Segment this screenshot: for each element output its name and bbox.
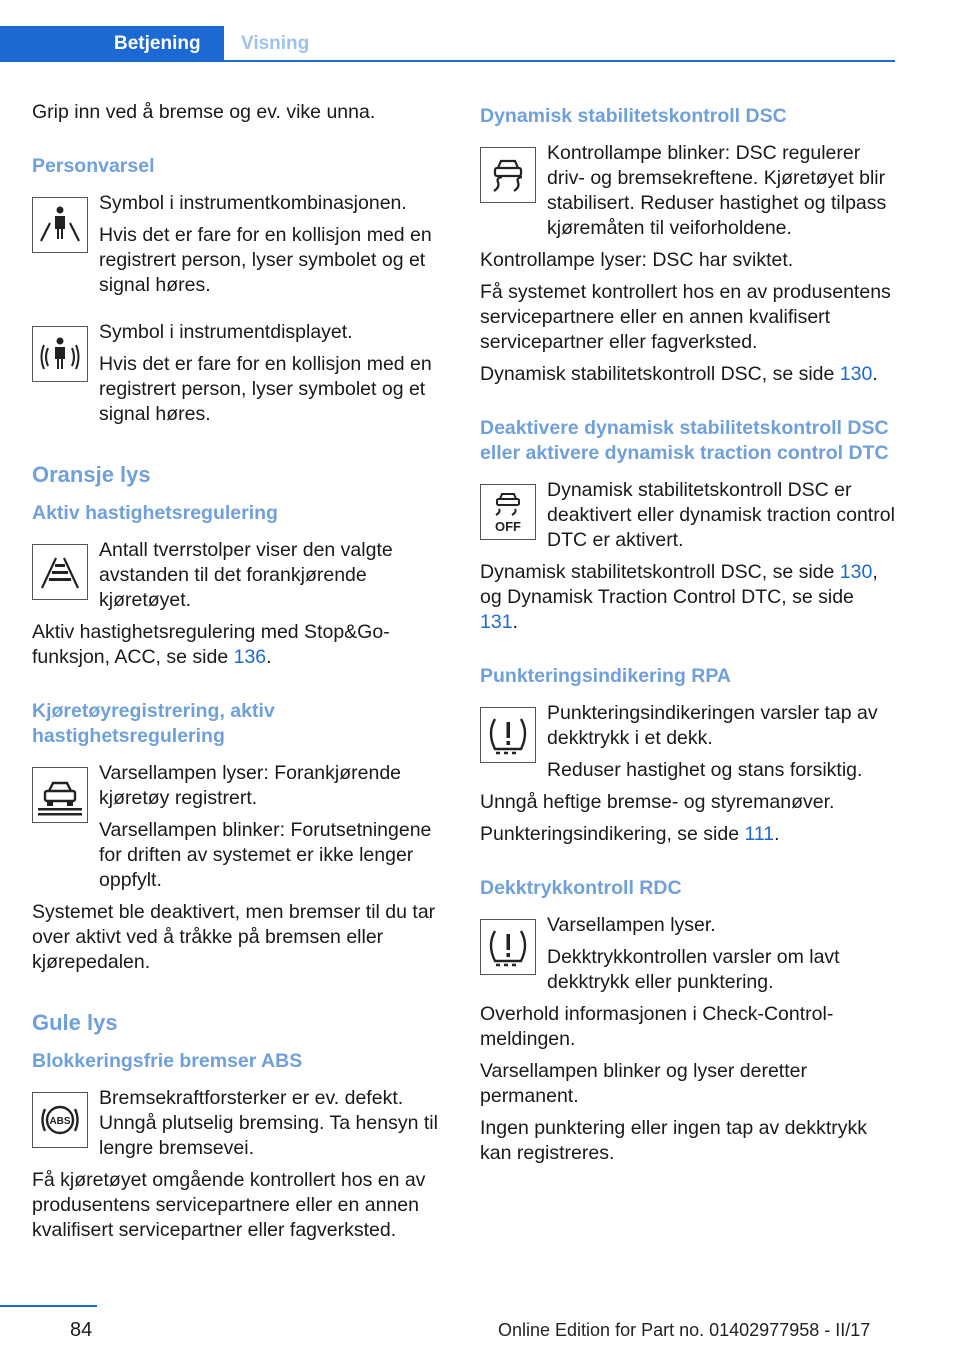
rdc-line2: Dekktrykkontrollen varsler om lavt dekktrykk eller punktering. (547, 946, 840, 993)
rdc-line3: Overhold informasjonen i Check-Control-meldingen. (480, 1003, 834, 1050)
rdc-line4: Varsellampen blinker og lyser deretter permanent. (480, 1060, 807, 1107)
rpa-line3 (480, 822, 895, 847)
heading-rpa: Punkteringsindikering RPA (480, 665, 732, 687)
footer-rule (0, 1305, 97, 1307)
dsc-block (480, 141, 895, 241)
left-column (32, 100, 447, 1250)
dsc-line4-end: . (872, 363, 878, 385)
rpa-line1: Punkteringsindikeringen varsler tap av dekktrykk i et dekk. (547, 702, 878, 749)
rpa-line2-first: Reduser hastighet og stans forsiktig. (547, 759, 863, 781)
personvarsel-block-2 (32, 320, 447, 427)
rpa-line3-end: . (774, 823, 780, 845)
vehicle-detection-block (32, 761, 447, 893)
rdc-line1: Varsellampen lyser. (547, 914, 716, 936)
acc-line1: Antall tverrstolper viser den valgte avstanden til det forankjørende kjøretøyet. (99, 539, 393, 611)
link-page-130-b[interactable]: 130 (839, 561, 873, 583)
heading-dsc: Dynamisk stabilitetskontroll DSC (480, 105, 787, 127)
tire-warning-icon (480, 707, 536, 763)
abs-line2: Få kjøretøyet omgående kontrollert hos en av produsentens servicepartnere eller en annen kvalifisert servicepartner eller fagverksted. (32, 1169, 426, 1241)
page-number: 84 (70, 1319, 93, 1341)
distance-bars-icon (32, 544, 88, 600)
abs-icon (32, 1092, 88, 1148)
dsc-off-line2-mid: , og Dynamisk Traction Control DTC, se side (480, 561, 878, 608)
heading-abs: Blokkeringsfrie bremser ABS (32, 1050, 303, 1072)
rpa-line2-rest: Unngå heftige bremse- og styremanøver. (480, 791, 835, 813)
tab-betjening[interactable]: Betjening (0, 26, 224, 62)
abs-block (32, 1086, 447, 1161)
rpa-block (480, 701, 895, 783)
tire-pressure-icon (480, 919, 536, 975)
svg-text:ABS: ABS (49, 1116, 71, 1127)
rdc-line5: Ingen punktering eller ingen tap av dekktrykk kan registreres. (480, 1117, 867, 1164)
heading-rdc: Dekktrykkontroll RDC (480, 877, 682, 899)
heading-oransje-lys: Oransje lys (32, 462, 151, 487)
pedestrian-sound-icon (32, 326, 88, 382)
dsc-off-icon (480, 484, 536, 540)
right-column (480, 100, 895, 1173)
vehicle-ahead-icon (32, 767, 88, 823)
personvarsel-block-1 (32, 191, 447, 298)
heading-aktiv-hastighetsregulering: Aktiv hastighetsregulering (32, 502, 278, 524)
dsc-off-line1: Dynamisk stabilitetskontroll DSC er deaktivert eller dynamisk traction control DTC er aktivert. (547, 479, 895, 551)
link-page-111[interactable]: 111 (744, 823, 775, 845)
link-page-136[interactable]: 136 (233, 646, 267, 668)
rpa-line3-text: Punkteringsindikering, se side (480, 823, 745, 845)
acc-line2 (32, 620, 447, 670)
link-page-130[interactable]: 130 (839, 363, 873, 385)
personvarsel-b1-line2: Hvis det er fare for en kollisjon med en registrert person, lyser symbolet og et signal høres. (99, 224, 432, 296)
dsc-line4-text: Dynamisk stabilitetskontroll DSC, se side (480, 363, 840, 385)
dsc-line4 (480, 362, 895, 387)
dsc-skid-icon (480, 147, 536, 203)
personvarsel-b2-line2: Hvis det er fare for en kollisjon med en registrert person, lyser symbolet og et signal høres. (99, 353, 432, 425)
dsc-off-line2 (480, 560, 895, 635)
heading-personvarsel: Personvarsel (32, 155, 155, 177)
dsc-off-line2-end: . (512, 611, 518, 633)
dsc-line2: Kontrollampe lyser: DSC har sviktet. (480, 249, 794, 271)
dsc-line1: Kontrollampe blinker: DSC regulerer driv- og bremsekreftene. Kjøretøyet blir stabilisert. Reduser hastighet og tilpass kjøremåten til veiforholdene. (547, 142, 887, 239)
abs-line1: Bremsekraftforsterker er ev. defekt. Unngå plutselig bremsing. Ta hensyn til lengre bremsevei. (99, 1087, 438, 1159)
dsc-off-block (480, 478, 895, 553)
rdc-block (480, 913, 895, 995)
personvarsel-b2-line1: Symbol i instrumentdisplayet. (99, 321, 353, 343)
personvarsel-b1-line1: Symbol i instrumentkombinasjonen. (99, 192, 407, 214)
intro-text: Grip inn ved å bremse og ev. vike unna. (32, 101, 376, 123)
vehicle-line2: Varsellampen blinker: Forutsetningene for driften av systemet er ikke lenger oppfylt. (99, 819, 432, 891)
acc-line2-end: . (266, 646, 272, 668)
chapter-tabs (0, 26, 895, 62)
acc-block (32, 538, 447, 613)
dsc-line3: Få systemet kontrollert hos en av produsentens servicepartnere eller en annen kvalifisert servicepartner eller fagverksted. (480, 281, 891, 353)
tab-visning[interactable]: Visning (241, 33, 310, 54)
link-page-131[interactable]: 131 (480, 611, 513, 633)
heading-gule-lys: Gule lys (32, 1010, 118, 1035)
vehicle-line1: Varsellampen lyser: Forankjørende kjøretøy registrert. (99, 762, 402, 809)
dsc-off-line2-text: Dynamisk stabilitetskontroll DSC, se side (480, 561, 840, 583)
heading-kjoretoyregistrering: Kjøretøyregistrering, aktiv hastighetsregulering (32, 700, 275, 747)
svg-text:OFF: OFF (495, 519, 521, 534)
acc-line2-text: Aktiv hastighetsregulering med Stop&Go-funksjon, ACC, se side (32, 621, 390, 668)
heading-deactivate-dsc: Deaktivere dynamisk stabilitetskontroll DSC eller aktivere dynamisk traction control DTC (480, 417, 889, 464)
pedestrian-warning-icon (32, 197, 88, 253)
vehicle-line3: Systemet ble deaktivert, men bremser til du tar over aktivt ved å tråkke på bremsen eller kjørepedalen. (32, 901, 436, 973)
edition-note: Online Edition for Part no. 01402977958 - II/17 (498, 1320, 871, 1340)
